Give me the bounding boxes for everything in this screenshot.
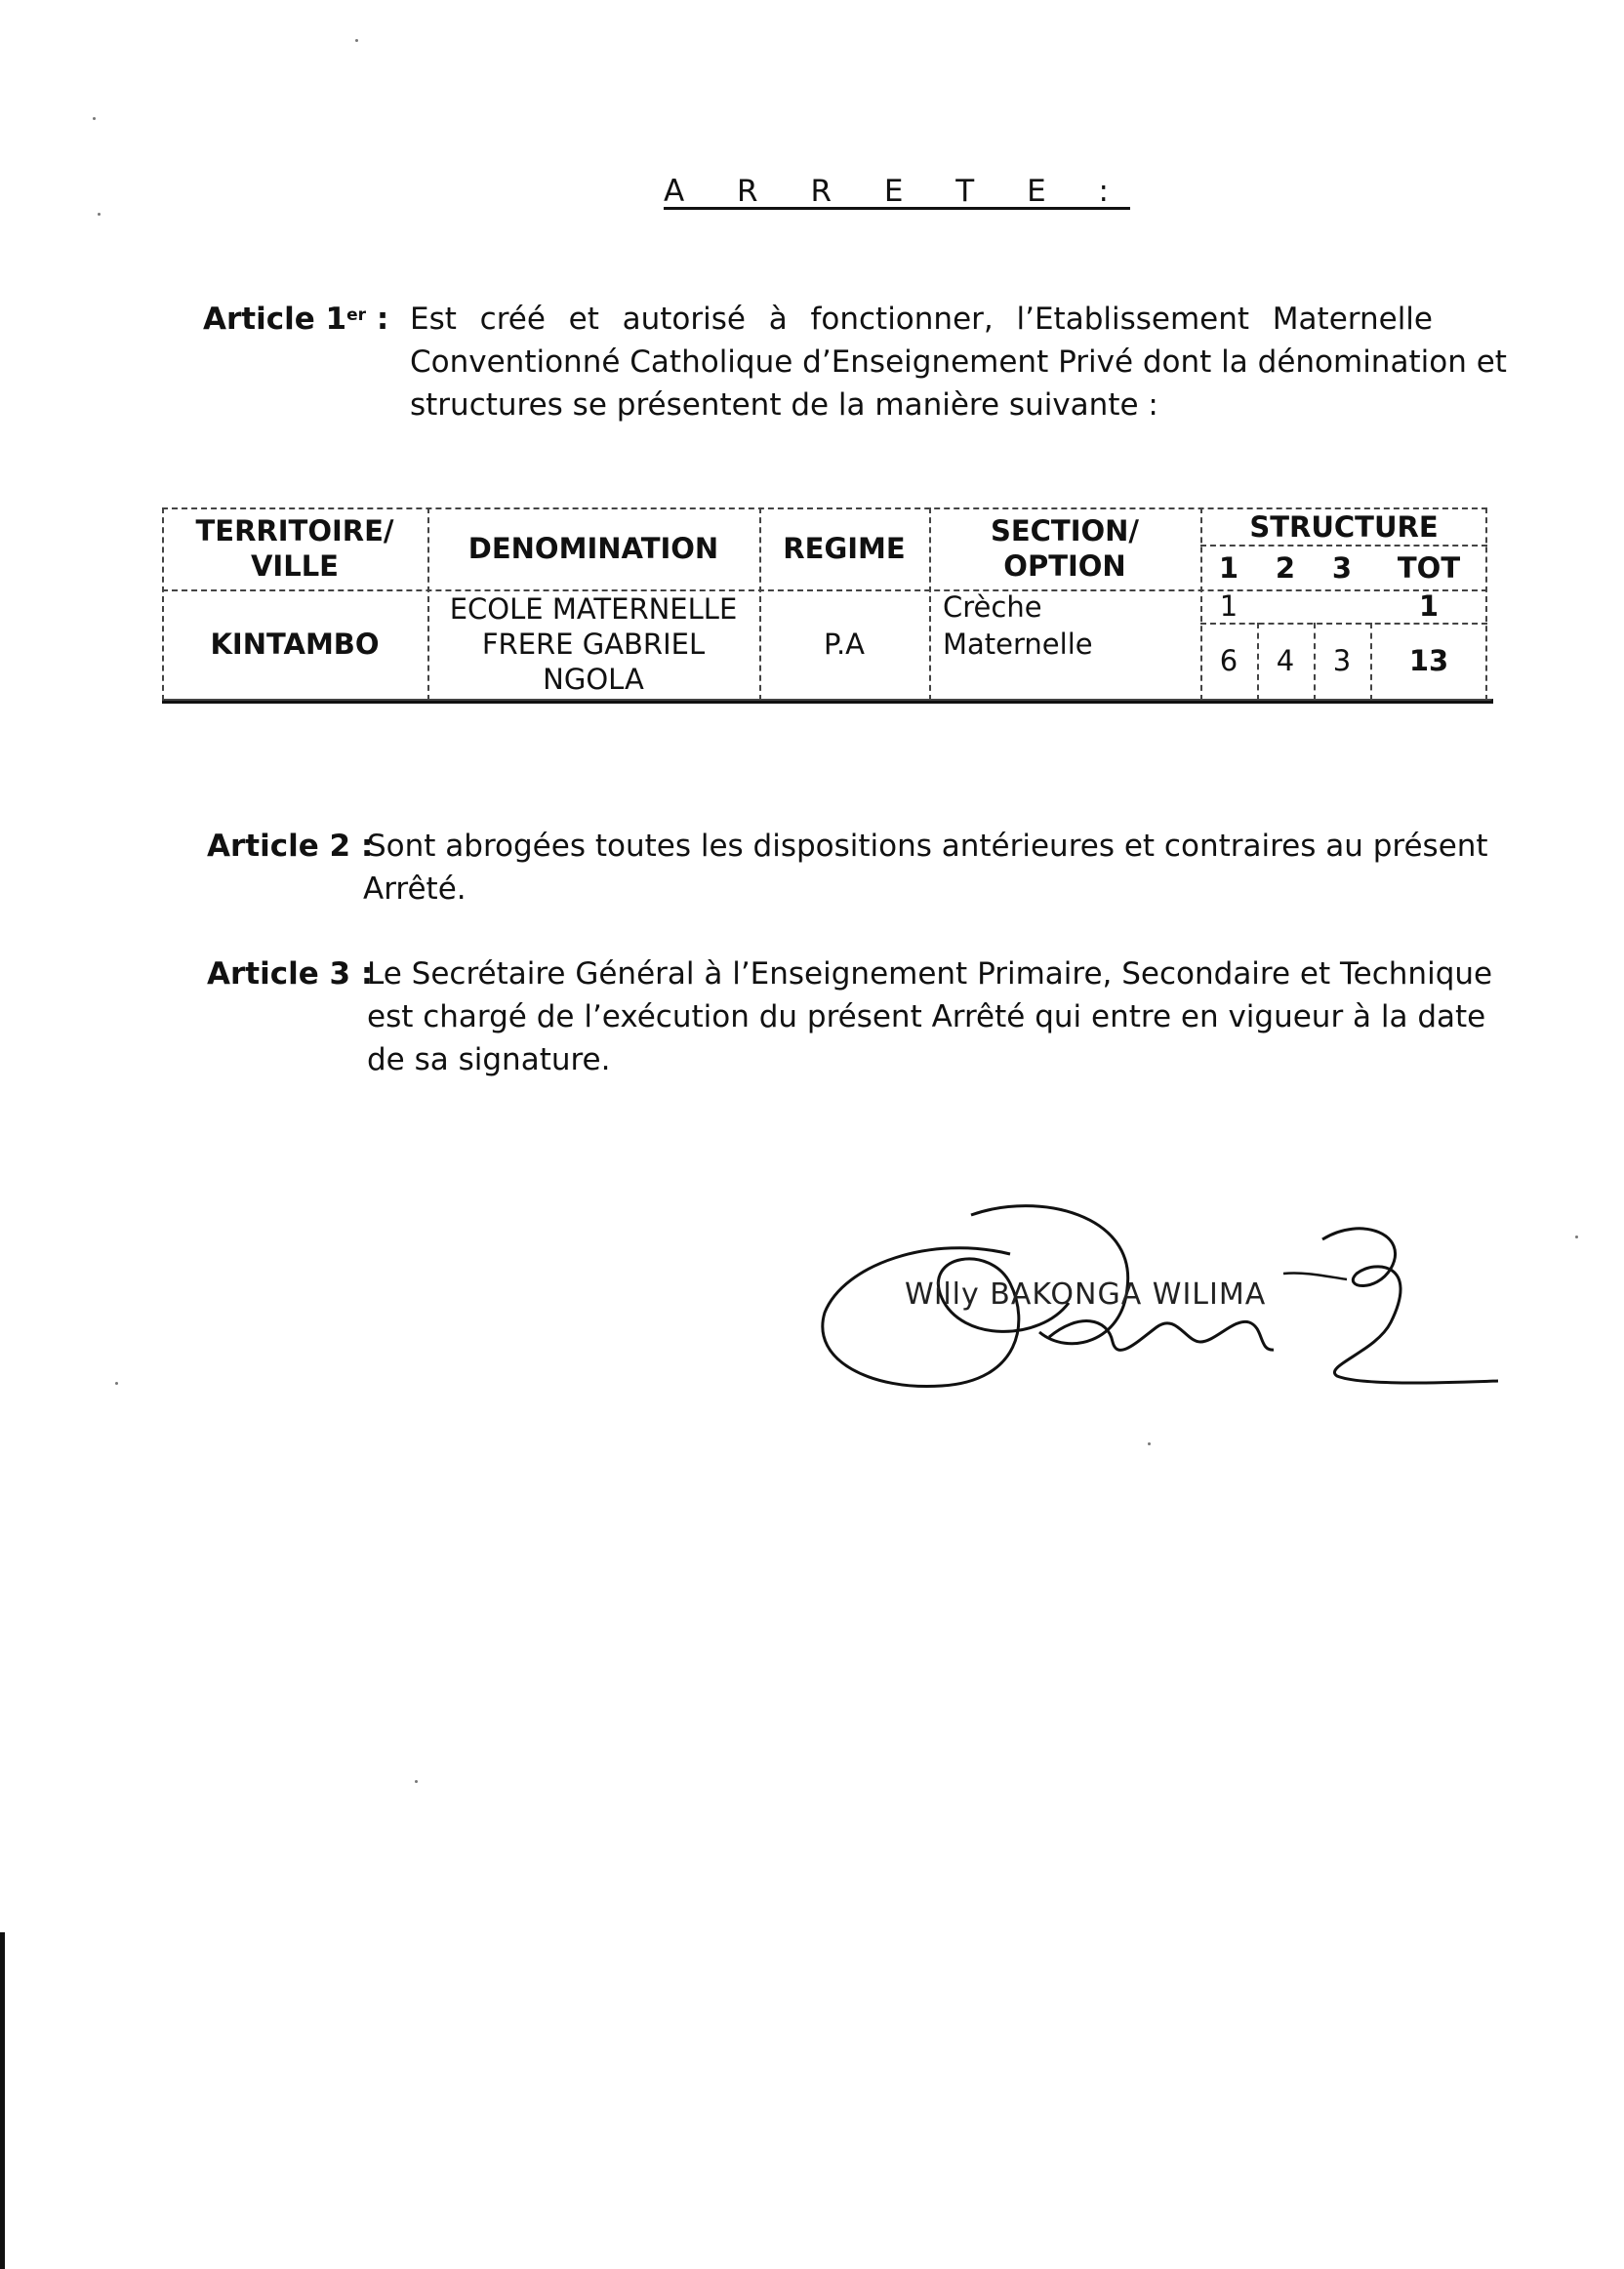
signatory-name: Willy BAKONGA WILIMA bbox=[905, 1277, 1267, 1312]
cell-creche-c3 bbox=[1314, 589, 1370, 623]
cell-maternelle-tot: 13 bbox=[1408, 644, 1449, 677]
article-1-body bbox=[410, 298, 1507, 426]
article-2-label: Article 2 : bbox=[207, 829, 374, 864]
article-1-line: Est créé et autorisé à fonctionner, l’Etablissement Maternelle bbox=[410, 302, 1433, 337]
header-regime: REGIME bbox=[783, 532, 906, 565]
denomination-line: NGOLA bbox=[543, 663, 644, 696]
article-1-label: Article 1er : bbox=[203, 302, 389, 337]
cell-maternelle-c1: 6 bbox=[1219, 644, 1238, 677]
article-1-line: Conventionné Catholique d’Enseignement Privé dont la dénomination et bbox=[410, 344, 1507, 380]
article-2-body bbox=[363, 825, 1488, 911]
cell-creche-c2 bbox=[1257, 589, 1314, 623]
article-3-label: Article 3 : bbox=[207, 956, 374, 992]
article-1-superscript: er bbox=[346, 305, 367, 325]
signature-block bbox=[815, 1195, 1518, 1410]
article-3-body bbox=[367, 952, 1493, 1081]
article-2-line: Sont abrogées toutes les dispositions antérieures et contraires au présent bbox=[367, 829, 1488, 864]
article-3-line: Le Secrétaire Général à l’Enseignement Primaire, Secondaire et Technique bbox=[367, 956, 1493, 992]
scan-speck bbox=[355, 39, 358, 42]
denomination-line: ECOLE MATERNELLE bbox=[449, 592, 738, 626]
header-section: SECTION/ bbox=[990, 514, 1140, 547]
scan-speck bbox=[115, 1382, 118, 1385]
scan-speck bbox=[1575, 1236, 1578, 1238]
header-col-1: 1 bbox=[1218, 551, 1239, 585]
cell-creche-tot: 1 bbox=[1418, 589, 1440, 623]
table-border bbox=[162, 699, 1493, 704]
scan-speck bbox=[415, 1780, 418, 1783]
header-col-tot: TOT bbox=[1397, 551, 1461, 585]
cell-maternelle-c3: 3 bbox=[1332, 644, 1352, 677]
scan-speck bbox=[1148, 1442, 1151, 1445]
header-option: OPTION bbox=[1003, 549, 1126, 583]
cell-creche-c1: 1 bbox=[1219, 589, 1238, 623]
cell-section-creche: Crèche bbox=[943, 590, 1042, 624]
header-col-3: 3 bbox=[1331, 551, 1353, 585]
cell-denomination bbox=[427, 589, 759, 699]
header-section-option bbox=[929, 507, 1200, 589]
header-ville: VILLE bbox=[250, 549, 339, 583]
header-territoire: TERRITOIRE/ bbox=[195, 514, 394, 547]
cell-territoire: KINTAMBO bbox=[210, 628, 380, 661]
denomination-line: FRERE GABRIEL bbox=[481, 628, 706, 661]
article-2-line: Arrêté. bbox=[363, 871, 467, 907]
cell-regime: P.A bbox=[823, 628, 866, 661]
scan-speck bbox=[98, 213, 101, 216]
header-structure: STRUCTURE bbox=[1249, 510, 1439, 544]
structure-table bbox=[162, 507, 1487, 701]
scan-edge bbox=[0, 1932, 5, 2269]
article-3-line: est chargé de l’exécution du présent Arrêté qui entre en vigueur à la date bbox=[367, 999, 1486, 1034]
document-title: A R R E T E : bbox=[664, 174, 1130, 209]
article-1-line: structures se présentent de la manière suivante : bbox=[410, 387, 1158, 423]
cell-maternelle-c2: 4 bbox=[1276, 644, 1295, 677]
scan-speck bbox=[93, 117, 96, 120]
article-3-line: de sa signature. bbox=[367, 1042, 611, 1077]
cell-section-maternelle: Maternelle bbox=[943, 628, 1093, 661]
header-col-2: 2 bbox=[1275, 551, 1296, 585]
header-denomination: DENOMINATION bbox=[467, 532, 719, 565]
header-territoire-ville bbox=[162, 507, 427, 589]
